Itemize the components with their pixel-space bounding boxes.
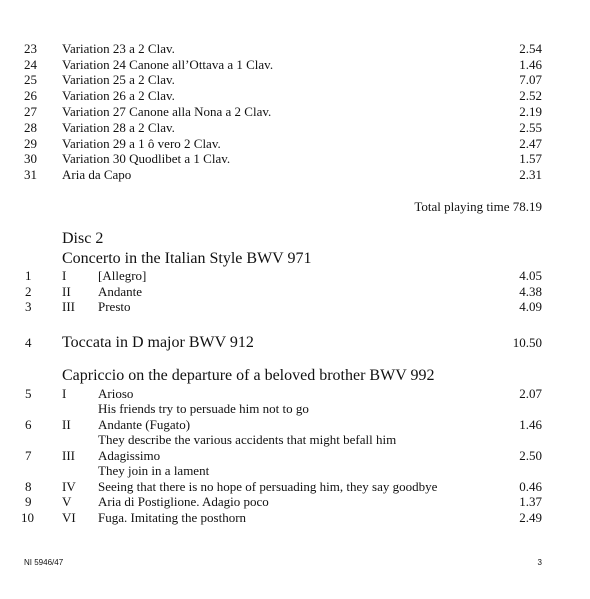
- work-heading-capriccio: Capriccio on the departure of a beloved brother BWV 992: [62, 367, 435, 384]
- track-title: Variation 30 Quodlibet a 1 Clav.: [62, 151, 231, 166]
- movement-row: [0, 510, 590, 526]
- track-number: 10: [21, 510, 34, 525]
- track-number: 5: [25, 386, 32, 401]
- work-heading-concerto: Concerto in the Italian Style BWV 971: [62, 250, 312, 267]
- track-title: Variation 24 Canone all’Ottava a 1 Clav.: [62, 57, 274, 72]
- track-row: [0, 120, 590, 136]
- movement-title: Adagissimo: [98, 448, 161, 463]
- movement-numeral: III: [62, 299, 75, 314]
- track-number: 29: [24, 136, 37, 151]
- catalog-number: NI 5946/47: [24, 558, 64, 567]
- track-duration: 2.31: [519, 167, 542, 182]
- track-duration: 2.52: [519, 88, 542, 103]
- movement-row: [0, 494, 590, 510]
- track-duration: 1.37: [519, 494, 542, 509]
- track-number: 3: [25, 299, 32, 314]
- track-number: 24: [24, 57, 37, 72]
- track-number: 1: [25, 268, 32, 283]
- track-number: 4: [25, 335, 32, 350]
- track-duration: 2.07: [519, 386, 542, 401]
- movement-title: Seeing that there is no hope of persuading him, they say goodbye: [98, 479, 438, 494]
- track-title: Variation 28 a 2 Clav.: [62, 120, 175, 135]
- track-number: 27: [24, 104, 37, 119]
- track-duration: 7.07: [519, 72, 542, 87]
- track-number: 31: [24, 167, 37, 182]
- movement-subtitle-row: [0, 463, 590, 479]
- track-number: 9: [25, 494, 32, 509]
- movement-numeral: II: [62, 284, 71, 299]
- track-row: [0, 151, 590, 167]
- work-heading-toccata: Toccata in D major BWV 912: [62, 334, 254, 351]
- track-title: Variation 26 a 2 Clav.: [62, 88, 175, 103]
- track-duration: 10.50: [512, 335, 542, 350]
- movement-numeral: I: [62, 268, 67, 283]
- movement-title: Andante (Fugato): [98, 417, 191, 432]
- track-number: 7: [25, 448, 32, 463]
- movement-numeral: II: [62, 417, 71, 432]
- page-number: 3: [537, 558, 542, 567]
- movement-numeral: I: [62, 386, 67, 401]
- track-title: Variation 29 a 1 ô vero 2 Clav.: [62, 136, 221, 151]
- movement-row: [0, 268, 590, 284]
- movement-numeral: V: [62, 494, 72, 509]
- track-title: Variation 27 Canone alla Nona a 2 Clav.: [62, 104, 272, 119]
- toccata-line: [0, 334, 590, 352]
- movement-title: Fuga. Imitating the posthorn: [98, 510, 247, 525]
- track-number: 8: [25, 479, 32, 494]
- track-duration: 2.50: [519, 448, 542, 463]
- movement-numeral: III: [62, 448, 75, 463]
- movement-row: [0, 386, 590, 402]
- track-duration: 4.05: [519, 268, 542, 283]
- track-row: [0, 136, 590, 152]
- movement-title: Andante: [98, 284, 143, 299]
- movement-row: [0, 417, 590, 433]
- track-number: 6: [25, 417, 32, 432]
- track-number: 28: [24, 120, 37, 135]
- movement-title: Arioso: [98, 386, 134, 401]
- movement-title: Presto: [98, 299, 131, 314]
- track-duration: 4.09: [519, 299, 542, 314]
- movement-row: [0, 284, 590, 300]
- track-number: 30: [24, 151, 37, 166]
- track-duration: 1.46: [519, 57, 542, 72]
- track-row: [0, 88, 590, 104]
- movement-numeral: VI: [62, 510, 76, 525]
- track-title: Variation 23 a 2 Clav.: [62, 41, 175, 56]
- movement-numeral: IV: [62, 479, 76, 494]
- track-row: [0, 41, 590, 57]
- track-number: 23: [24, 41, 37, 56]
- track-title: Variation 25 a 2 Clav.: [62, 72, 175, 87]
- movement-subtitle-row: [0, 432, 590, 448]
- track-duration: 2.19: [519, 104, 542, 119]
- movement-subtitle: They join in a lament: [98, 463, 210, 478]
- movement-row: [0, 479, 590, 495]
- movement-row: [0, 448, 590, 464]
- track-duration: 1.57: [519, 151, 542, 166]
- track-duration: 2.54: [519, 41, 542, 56]
- track-row: [0, 104, 590, 120]
- movement-subtitle: They describe the various accidents that might befall him: [98, 432, 397, 447]
- track-row: [0, 57, 590, 73]
- track-duration: 2.47: [519, 136, 542, 151]
- track-duration: 2.55: [519, 120, 542, 135]
- movement-title: Aria di Postiglione. Adagio poco: [98, 494, 269, 509]
- disc-heading: Disc 2: [62, 230, 104, 247]
- movement-subtitle-row: [0, 401, 590, 417]
- movement-row: [0, 299, 590, 315]
- track-duration: 2.49: [519, 510, 542, 525]
- track-duration: 4.38: [519, 284, 542, 299]
- track-number: 26: [24, 88, 37, 103]
- total-playing-time: Total playing time 78.19: [414, 199, 542, 214]
- track-duration: 0.46: [519, 479, 542, 494]
- track-title: Aria da Capo: [62, 167, 132, 182]
- track-row: [0, 167, 590, 183]
- track-number: 2: [25, 284, 32, 299]
- track-row: [0, 72, 590, 88]
- track-number: 25: [24, 72, 37, 87]
- movement-title: [Allegro]: [98, 268, 147, 283]
- track-duration: 1.46: [519, 417, 542, 432]
- movement-subtitle: His friends try to persuade him not to go: [98, 401, 309, 416]
